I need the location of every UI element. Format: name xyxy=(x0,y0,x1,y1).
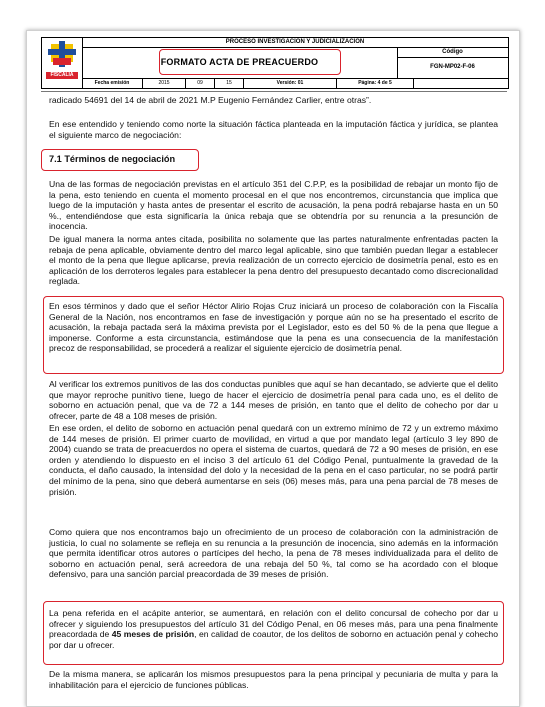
paragraph: radicado 54691 del 14 de abril de 2021 M.P Eugenio Fernández Carlier, entre otras”. xyxy=(49,95,372,105)
paragraph xyxy=(49,608,498,650)
logo-label: FISCALÍA xyxy=(50,72,74,78)
paragraph: De igual manera la norma antes citada, posibilita no solamente que las partes naturalmente enfrentadas pacten la rebaja de pena aplicable, obviamente dentro del marco legal aplicable, sino que también puedan llegar a establecer el monto de la pena que llegue aplicarse, previa realización de un correcto ejercicio de dosimetría penal, esto es en aplicación de los derroteros legales para establecer la pena dentro del presupuesto decantado como discrecionalidad reglada. xyxy=(49,234,498,287)
page-number: Página: 4 de 5 xyxy=(337,78,414,88)
emission-label: Fecha emisión xyxy=(82,78,143,88)
paragraph: En ese orden, el delito de soborno en actuación penal quedará con un extremo mínimo de 72 y un extremo máximo de 144 meses de prisión. El primer cuarto de movilidad, en virtud a que por mandato legal (artículo 3 ley 890 de 2004) cuando se trata de preacuerdos no opera el sistema de cuartos, quedará de 72 a 90 meses de prisión, en ese orden y atendiendo lo dispuesto en el inciso 3 del artículo 61 del Código Penal, puntualmente la gravedad de la conducta, el daño causado, la intensidad del dolo y la necesidad de la pena en el caso particular, no se podrá partir del mínimo de la pena, sino que deberá aumentarse en seis (06) meses más, para una pena parcial de 78 meses de prisión. xyxy=(49,423,498,497)
paragraph: En ese entendido y teniendo como norte la situación fáctica planteada en la imputación fáctica y jurídica, se plantea el siguiente marco de negociación: xyxy=(49,119,498,140)
version-label: Versión: 01 xyxy=(244,78,337,88)
paragraph: Como quiera que nos encontramos bajo un ofrecimiento de un proceso de colaboración con la administración de justicia, lo cual no solamente se refleja en su renuncia a la presunción de inocencia, sino además en la información que permita identificar otros autores o partícipes del hecho, la pena de 78 meses individualizada para el delito de soborno en actuación penal, será acreedora de una rebaja del 50 %, tal como se ha acordado con el bloque defensivo, para una sanción parcial preacordada de 39 meses de prisión. xyxy=(49,527,498,580)
paragraph-text: , en calidad de coautor, de los delitos de soborno en actuación penal y cohecho por dar u ofrecer. xyxy=(49,629,498,650)
form-title: FORMATO ACTA DE PREACUERDO xyxy=(82,47,398,78)
paragraph-text: La pena referida en el acápite anterior, se aumentará, en relación con el delito concursal de cohecho por dar u ofrecer y siguiendo los presupuestos del artículo 31 del Código Penal, en 06 meses más, para una pena finalmente preacordada de xyxy=(49,608,498,640)
fiscalia-logo xyxy=(42,38,83,88)
paragraph: En esos términos y dado que el señor Héctor Alirio Rojas Cruz iniciará un proceso de colaboración con la Fiscalía General de la Nación, nos encontramos en fase de investigación y porque aún no se ha presentado el escrito de acusación, la rebaja pactada será la máxima prevista por el Legislador, esto es del 50 % de la pena que llegue a imponerse. Conforme a esta circunstancia, estimándose que la pena es una consecuencia de la manifestación precoz de responsabilidad, se procederá a realizar el siguiente ejercicio de dosimetría penal. xyxy=(49,301,498,354)
document-page xyxy=(26,30,520,707)
paragraph: Al verificar los extremos punitivos de las dos conductas punibles que aquí se han decantado, se advierte que el delito que mayor reproche punitivo tiene, luego de hacer el ejercicio de dosimetría penal para cada uno, es el delito de soborno en actuación penal, que va de 72 a 144 meses de prisión, en tanto que el delito de cohecho por dar u ofrecer, parte de 48 a 108 meses de prisión. xyxy=(49,379,498,421)
emission-year: 2015 xyxy=(143,78,186,88)
header-separator xyxy=(41,91,507,92)
sentence-emphasis: 45 meses de prisión xyxy=(111,629,195,640)
paragraph: Una de las formas de negociación previstas en el artículo 351 del C.P.P, es la posibilidad de rebajar un monto fijo de la pena, esto teniendo en cuenta el momento procesal en el que nos encontremos, circunstancia que implica que luego de la imputación y hasta antes de presentar el escrito de acusación, la pena podrá rebajarse hasta en un 50 %., entendiéndose que esta significaría la única rebaja que se obtendría por su renuncia a la presunción de inocencia. xyxy=(49,179,498,232)
emission-row xyxy=(82,78,508,88)
process-title: PROCESO INVESTIGACIÓN Y JUDICIALIZACIÓN xyxy=(82,38,508,48)
emission-day: 15 xyxy=(215,78,244,88)
fiscalia-seal-icon xyxy=(42,38,82,88)
emission-month: 09 xyxy=(186,78,215,88)
form-title-highlight xyxy=(159,49,341,75)
code-value: FGN-MP02-F-06 xyxy=(430,64,475,70)
section-heading: 7.1 Términos de negociación xyxy=(49,154,176,164)
code-label: Código xyxy=(397,47,508,58)
paragraph: De la misma manera, se aplicarán los mismos presupuestos para la pena principal y pecuniaria de multa y para la inhabilitación para el ejercicio de funciones públicas. xyxy=(49,669,498,690)
